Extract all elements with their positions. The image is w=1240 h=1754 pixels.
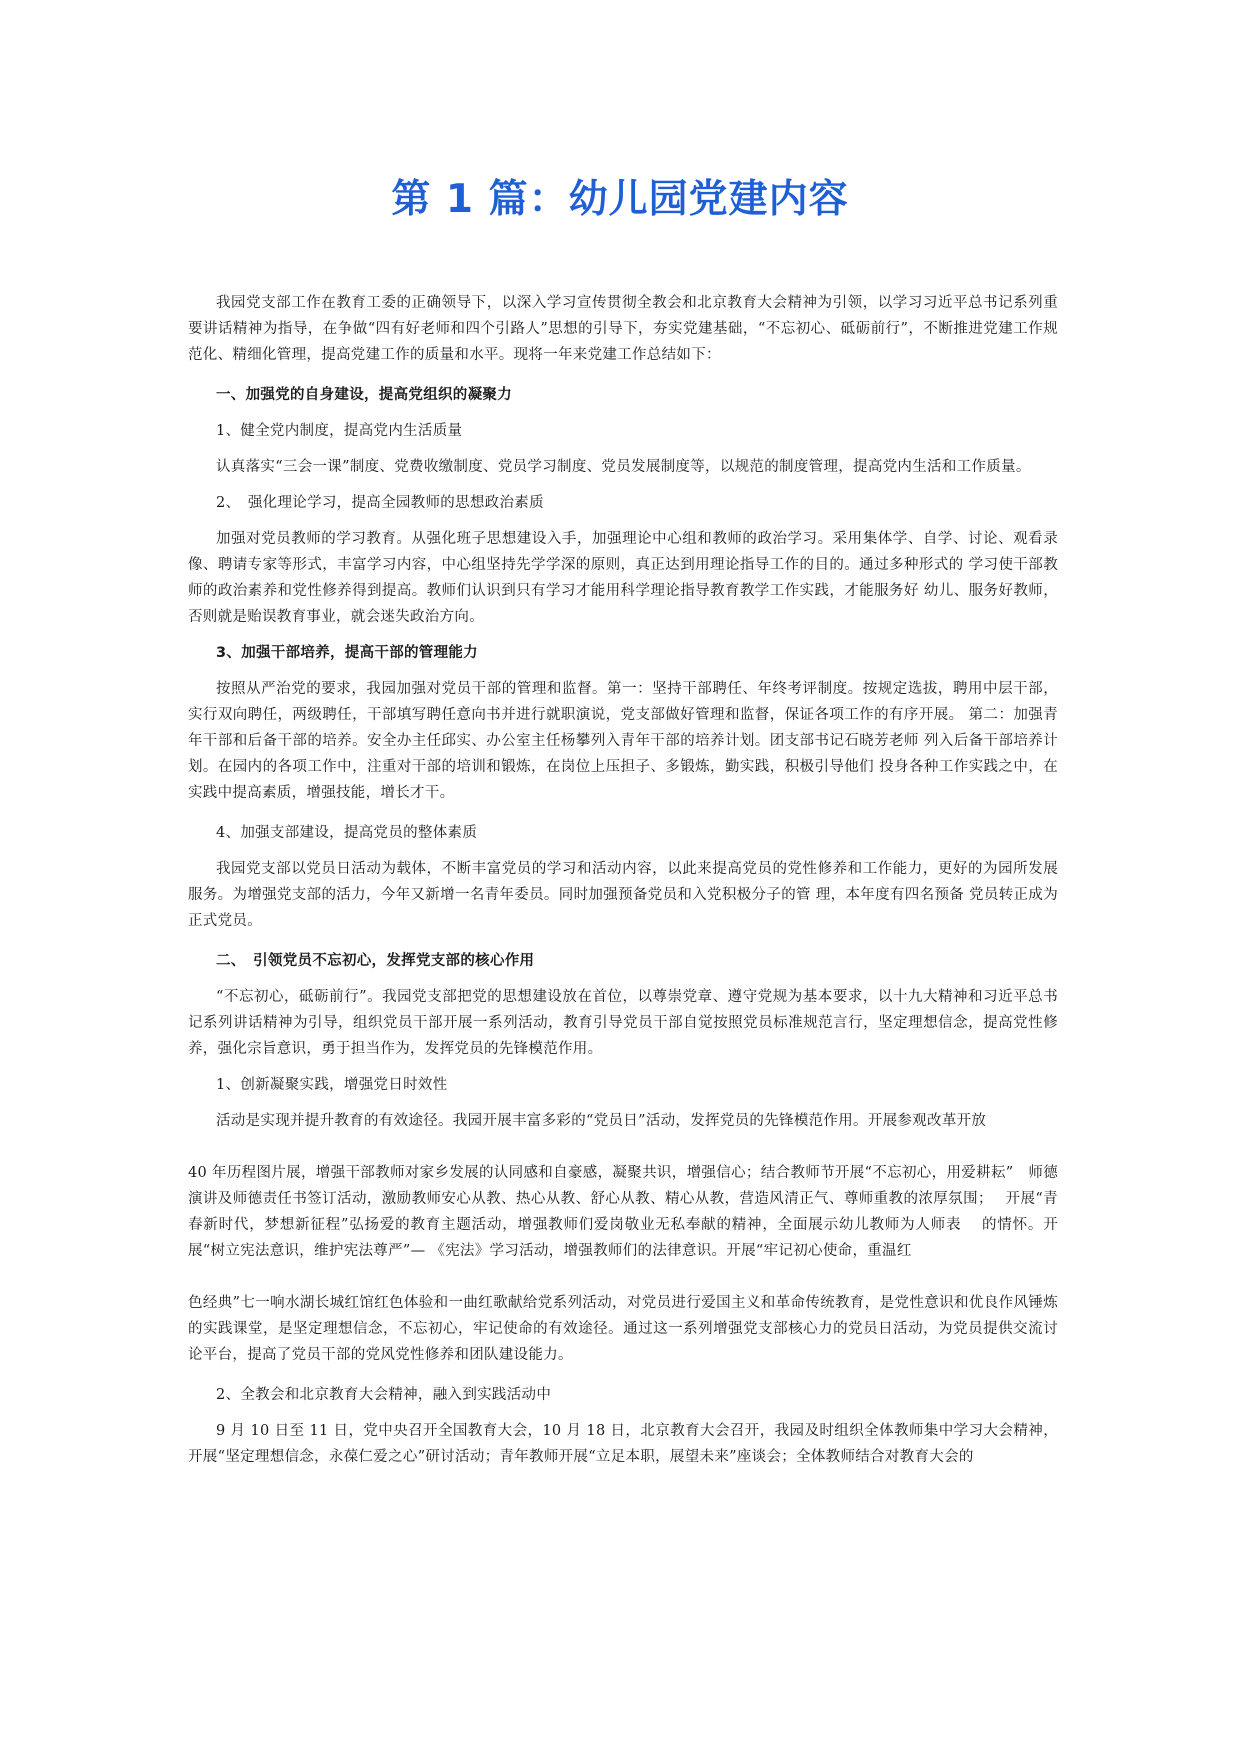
section1-item3-text: 按照从严治党的要求，我园加强对党员干部的管理和监督。第一：坚持干部聘任、年终考评制度。按规定选拔，聘用中层干部，实行双向聘任，两级聘任，干部填写聘任意向书并进行就职演说，党支部做好管理和监督，保证各项工作的有序开展。 第二：加强青年干部和后备干部的培养。安全办主任邱实、办公室主任杨攀列入青年干部的培养计划。团支部书记石晓芳老师 列入后备干部培养计划。在园内的各项工作中，注重对干部的培训和锻炼，在岗位上压担子、多锻炼，勤实践，积极引导他们 投身各种工作实践之中，在实践中提高素质，增强技能，增长才干。 [188,681,1058,801]
section1-item4-title: 4、加强支部建设，提高党员的整体素质 [216,825,478,841]
section2-item1-title: 1、创新凝聚实践，增强党日时效性 [216,1077,448,1093]
section2-item1-text-c: 色经典”七一响水湖长城红馆红色体验和一曲红歌献给党系列活动，对党员进行爱国主义和革命传统教育，是党性意识和优良作风锤炼的实践课堂，是坚定理想信念，不忘初心，牢记使命的有效途径。通过这一系列增强党支部核心力的党员日活动，为党员提供交流讨论平台，提高了党员干部的党风党性修养和团队建设能力。 [188,1295,1058,1363]
section1-heading: 一、加强党的自身建设，提高党组织的凝聚力 [216,387,512,403]
section2-item1-text-a: 活动是实现并提升教育的有效途径。我园开展丰富多彩的“党员日”活动，发挥党员的先锋模范作用。开展参观改革开放 [216,1113,987,1129]
section1-item1-text: 认真落实“三会一课”制度、党费收缴制度、党员学习制度、党员发展制度等，以规范的制度管理，提高党内生活和工作质量。 [216,459,1031,475]
section2-item2-title: 2、全教会和北京教育大会精神，融入到实践活动中 [216,1387,552,1403]
section2-heading: 二、 引领党员不忘初心，发挥党支部的核心作用 [216,953,535,969]
section2-intro: “不忘初心，砥砺前行”。我园党支部把党的思想建设放在首位，以尊崇党章、遵守党规为基本要求，以十九大精神和习近平总书记系列讲话精神为引导，组织党员干部开展一系列活动，教育引导党员干部自觉按照党员标准规范言行，坚定理想信念，提高党性修养，强化宗旨意识，勇于担当作为，发挥党员的先锋模范作用。 [188,989,1058,1057]
section1-item2-text: 加强对党员教师的学习教育。从强化班子思想建设入手，加强理论中心组和教师的政治学习。采用集体学、自学、讨论、观看录像、聘请专家等形式，丰富学习内容，中心组坚持先学学深的原则，真正达到用理论指导工作的目的。通过多种形式的 学习使干部教师的政治素养和党性修养得到提高。教师们认识到只有学习才能用科学理论指导教育教学工作实践，才能服务好 幼儿、服务好教师，否则就是贻误教育事业，就会迷失政治方向。 [188,531,1058,625]
document-body [188,290,1058,1470]
section1-item2-title: 2、 强化理论学习，提高全园教师的思想政治素质 [216,495,544,511]
intro-paragraph: 我园党支部工作在教育工委的正确领导下，以深入学习宣传贯彻全教会和北京教育大会精神为引领，以学习习近平总书记系列重要讲话精神为指导，在争做“四有好老师和四个引路人”思想的引导下，夯实党建基础，“不忘初心、砥砺前行”，不断推进党建工作规范化、精细化管理，提高党建工作的质量和水平。现将一年来党建工作总结如下： [188,295,1058,363]
section2-item2-text: 9 月 10 日至 11 日，党中央召开全国教育大会，10 月 18 日，北京教育大会召开，我园及时组织全体教师集中学习大会精神， 开展“坚定理想信念，永葆仁爱之心”研讨活动；青年教师开展“立足本职，展望未来”座谈会；全体教师结合对教育大会的 [188,1423,1058,1465]
section1-item4-text: 我园党支部以党员日活动为载体，不断丰富党员的学习和活动内容，以此来提高党员的党性修养和工作能力，更好的为园所发展服务。为增强党支部的活力，今年又新增一名青年委员。同时加强预备党员和入党积极分子的管 理，本年度有四名预备 党员转正成为正式党员。 [188,861,1058,929]
section2-item1-text-b: 40 年历程图片展，增强干部教师对家乡发展的认同感和自豪感，凝聚共识，增强信心；结合教师节开展“不忘初心，用爱耕耘” 师德演讲及师德责任书签订活动，激励教师安心从教、热心从教、舒心从教、精心从教，营造风清正气、尊师重教的浓厚氛围； 开展“青春新时代，梦想新征程”弘扬爱的教育主题活动，增强教师们爱岗敬业无私奉献的精神，全面展示幼儿教师为人师表 的情怀。开展“树立宪法意识，维护宪法尊严”— 《宪法》学习活动，增强教师们的法律意识。开展“牢记初心使命，重温红 [188,1165,1058,1259]
section1-item1-title: 1、健全党内制度，提高党内生活质量 [216,423,463,439]
document-title: 第 1 篇：幼儿园党建内容 [391,177,849,222]
section1-item3-title: 3、加强干部培养，提高干部的管理能力 [216,645,478,661]
